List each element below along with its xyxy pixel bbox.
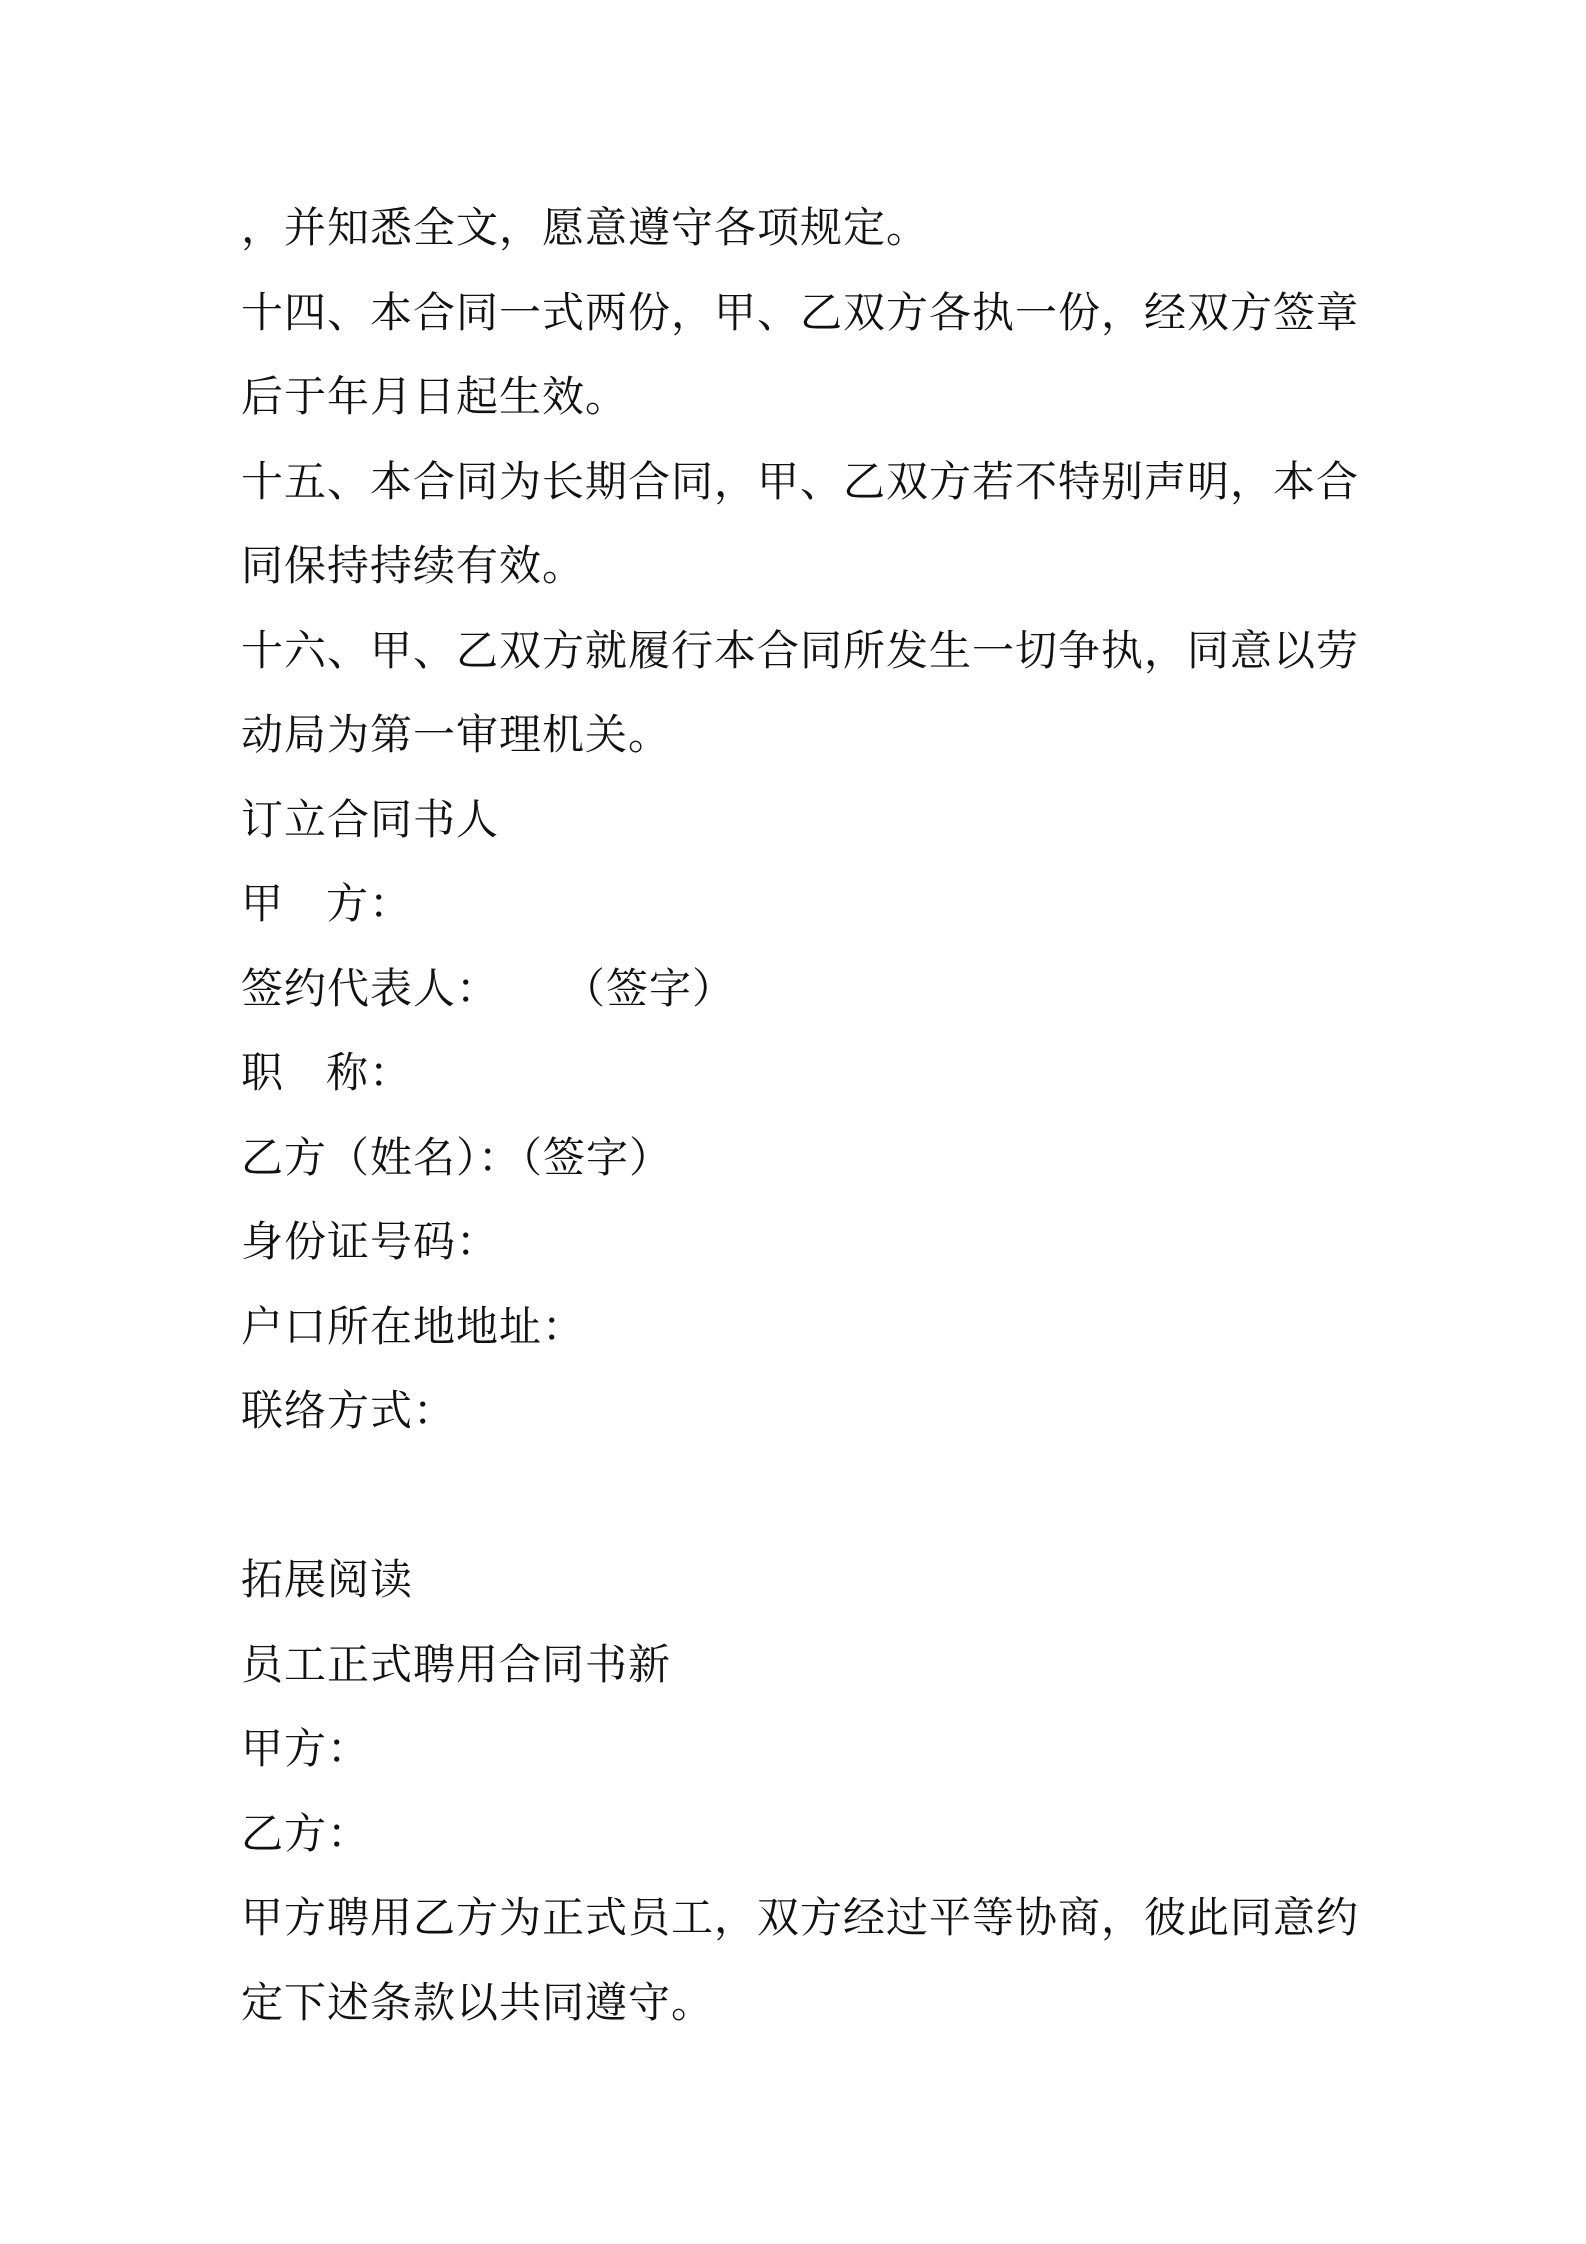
clause-16-line-2: 动局为第一审理机关。	[241, 710, 672, 759]
extended-party-b: 乙方：	[241, 1809, 371, 1858]
contact-field: 联络方式：	[241, 1386, 457, 1435]
hukou-address-field: 户口所在地地址：	[241, 1302, 586, 1351]
clause-14-line-1: 十四、本合同一式两份，甲、乙双方各执一份，经双方签章	[241, 288, 1360, 337]
title-label-char: 职	[241, 1048, 285, 1097]
title-label-rest: 称：	[326, 1048, 413, 1097]
party-a-label-rest: 方：	[326, 879, 413, 928]
signatory-label: 签约代表人：	[241, 964, 500, 1013]
clause-15-line-2: 同保持持续有效。	[241, 541, 586, 590]
clause-16-line-1: 十六、甲、乙双方就履行本合同所发生一切争执，同意以劳	[241, 626, 1360, 675]
extended-paragraph-line-1: 甲方聘用乙方为正式员工，双方经过平等协商，彼此同意约	[241, 1893, 1360, 1942]
extended-reading-heading: 拓展阅读	[241, 1555, 414, 1604]
id-number-field: 身份证号码：	[241, 1217, 500, 1266]
clause-15-line-1: 十五、本合同为长期合同，甲、乙双方若不特别声明，本合	[241, 457, 1360, 506]
title-field	[241, 1045, 1361, 1101]
signature-placeholder: （签字）	[563, 964, 736, 1013]
signatories-heading: 订立合同书人	[241, 795, 500, 844]
party-b-name-field: 乙方（姓名）：（签字）	[241, 1133, 673, 1182]
party-a-label-char: 甲	[241, 879, 285, 928]
extended-paragraph-line-2: 定下述条款以共同遵守。	[241, 1978, 715, 2027]
clause-14-line-2: 后于年月日起生效。	[241, 372, 629, 421]
text-line: ，并知悉全文，愿意遵守各项规定。	[241, 203, 930, 252]
signatory-field	[241, 961, 1361, 1017]
extended-party-a: 甲方：	[241, 1724, 371, 1773]
contract-title: 员工正式聘用合同书新	[241, 1640, 672, 1689]
party-a-field	[241, 876, 1361, 932]
